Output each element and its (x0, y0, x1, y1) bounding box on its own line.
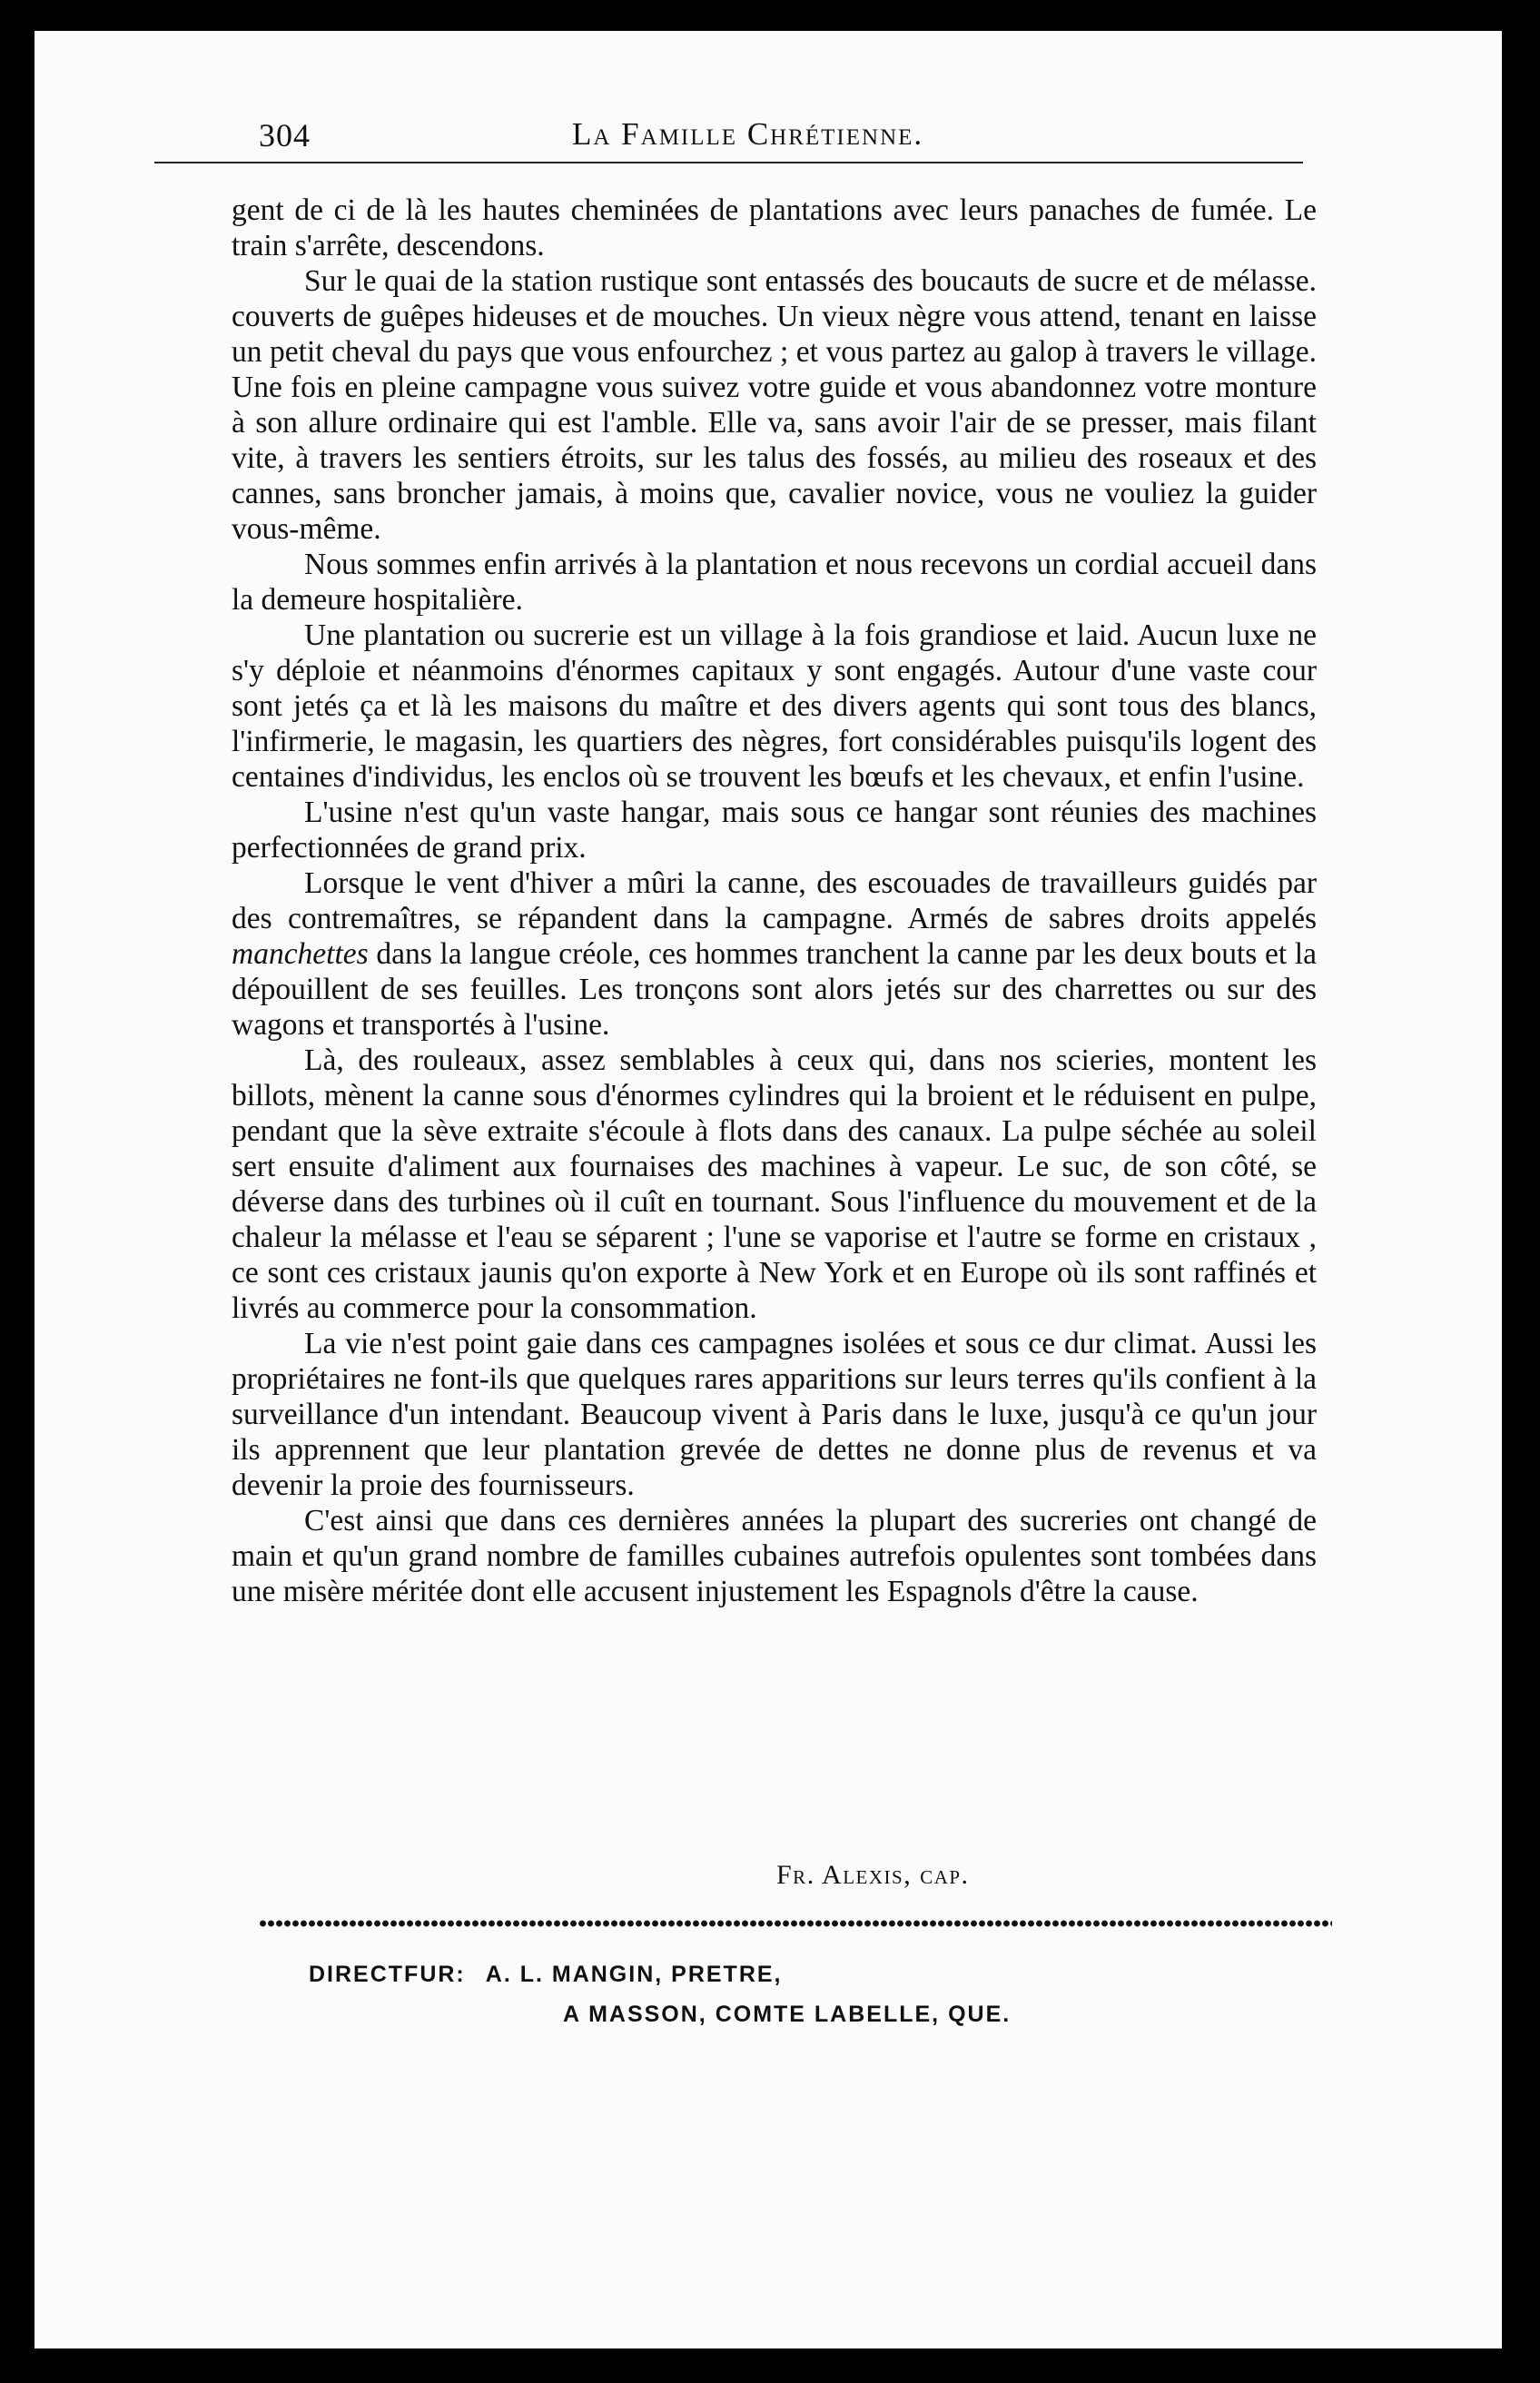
author-signature: Fr. Alexis, cap. (776, 1860, 970, 1890)
paragraph: La vie n'est point gaie dans ces campagnes isolées et sous ce dur climat. Aussi les propriétaires ne font-ils que quelques rares apparitions sur leurs terres qu'ils confient à la surveillance d'un intendant. Beaucoup vivent à Paris dans le luxe, jusqu'à ce qu'un jour ils apprennent que leur plantation grevée de dettes ne donne plus de revenus et va devenir la proie des fournisseurs. (232, 1327, 1317, 1502)
italic-term: manchettes (232, 937, 369, 971)
director-name: A. L. MANGIN, PRETRE, (485, 1962, 783, 1987)
page-header (259, 116, 1312, 162)
paragraph: Là, des rouleaux, assez semblables à ceux qui, dans nos scieries, montent les billots, mènent la canne sous d'énormes cylindres qui la broient et le réduisent en pulpe, pendant que la sève extraite s'écoule à flots dans des canaux. La pulpe séchée au soleil sert ensuite d'aliment aux fournaises des machines à vapeur. Le suc, de son côté, se déverse dans des turbines où il cuît en tournant. Sous l'influence du mouvement et de la chaleur la mélasse et l'eau se séparent ; l'une se vaporise et l'autre se forme en cristaux , ce sont ces cristaux jaunis qu'on exporte à New York et en Europe où ils sont raffinés et livrés au commerce pour la consommation. (232, 1043, 1317, 1325)
running-title: La Famille Chrétienne. (572, 116, 924, 152)
paragraph: Une plantation ou sucrerie est un village à la fois grandiose et laid. Aucun luxe ne s'y déploie et néanmoins d'énormes capitaux y sont engagés. Autour d'une vaste cour sont jetés ça et là les maisons du maître et des divers agents qui sont tous des blancs, l'infirmerie, le magasin, les quartiers des nègres, fort considérables puisqu'ils logent des centaines d'individus, les enclos où se trouvent les bœufs et les chevaux, et enfin l'usine. (232, 618, 1317, 794)
paragraph: Nous sommes enfin arrivés à la plantation et nous recevons un cordial accueil dans la demeure hospitalière. (232, 548, 1317, 617)
director-line (309, 1962, 783, 1988)
header-rule (154, 162, 1303, 163)
paragraph: gent de ci de là les hautes cheminées de plantations avec leurs panaches de fumée. Le train s'arrête, descendons. (232, 193, 1317, 262)
paragraph: C'est ainsi que dans ces dernières années la plupart des sucreries ont changé de main et qu'un grand nombre de familles cubaines autrefois opulentes sont tombées dans une misère méritée dont elle accusent injustement les Espagnols d'être la cause. (232, 1504, 1317, 1608)
article-body (232, 193, 1317, 1609)
director-label: DIRECTFUR: (309, 1962, 466, 1987)
paragraph: Lorsque le vent d'hiver a mûri la canne, des escouades de travailleurs guidés par des contremaîtres, se répandent dans la campagne. Armés de sabres droits appelés manchettes dans la langue créole, ces hommes tranchent la canne par les deux bouts et la dépouillent de ses feuilles. Les tronçons sont alors jetés sur des charrettes ou sur des wagons et transportés à l'usine. (232, 866, 1317, 1042)
dotted-divider (259, 1919, 1332, 1928)
page-number: 304 (259, 117, 311, 153)
address-line: A MASSON, COMTE LABELLE, QUE. (563, 2002, 1012, 2027)
paragraph: L'usine n'est qu'un vaste hangar, mais sous ce hangar sont réunies des machines perfectionnées de grand prix. (232, 796, 1317, 865)
paragraph: Sur le quai de la station rustique sont entassés des boucauts de sucre et de mélasse. couverts de guêpes hideuses et de mouches. Un vieux nègre vous attend, tenant en laisse un petit cheval du pays que vous enfourchez ; et vous partez au galop à travers le village. Une fois en pleine campagne vous suivez votre guide et vous abandonnez votre monture à son allure ordinaire qui est l'amble. Elle va, sans avoir l'air de se presser, mais filant vite, à travers les sentiers étroits, sur les talus des fossés, au milieu des roseaux et des cannes, sans broncher jamais, à moins que, cavalier novice, vous ne vouliez la guider vous-même. (232, 264, 1317, 546)
